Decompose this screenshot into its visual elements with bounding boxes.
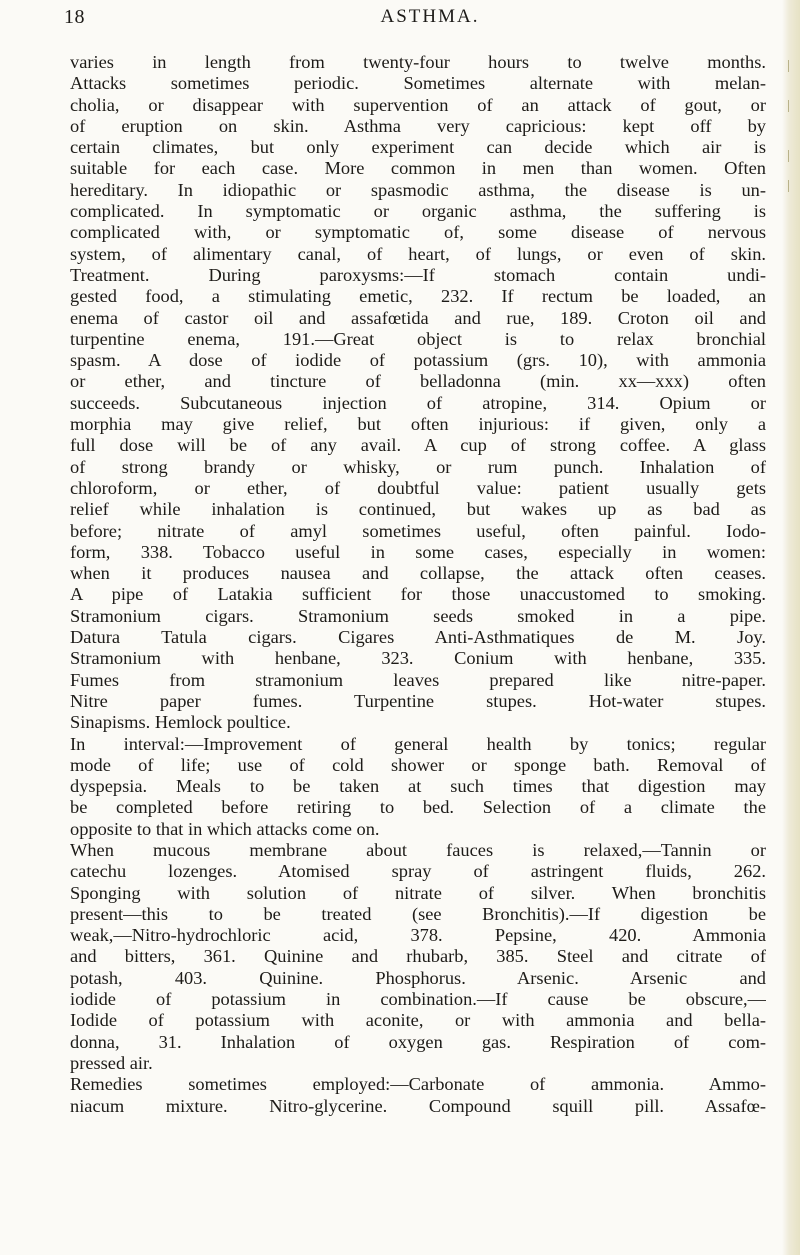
text-line: cholia, or disappear with supervention of an attack of gout, or (70, 94, 766, 115)
text-line: before; nitrate of amyl sometimes useful, often painful. Iodo- (70, 520, 766, 541)
edge-mark (788, 180, 796, 192)
text-line: chloroform, or ether, of doubtful value: patient usually gets (70, 477, 766, 498)
text-line: When mucous membrane about fauces is relaxed,—Tannin or (70, 839, 766, 860)
text-line: of strong brandy or whisky, or rum punch. Inhalation of (70, 456, 766, 477)
page-edge (782, 0, 800, 1255)
page-number: 18 (64, 6, 85, 28)
edge-mark (788, 60, 796, 72)
text-line: system, of alimentary canal, of heart, of lungs, or even of skin. (70, 243, 766, 264)
text-line: Sinapisms. Hemlock poultice. (70, 712, 291, 733)
text-line: full dose will be of any avail. A cup of strong coffee. A glass (70, 435, 766, 456)
text-line: iodide of potassium in combination.—If cause be obscure,— (70, 989, 766, 1010)
text-line: Sponging with solution of nitrate of silver. When bronchitis (70, 882, 766, 903)
text-line: In interval:—Improvement of general health by tonics; regular (70, 733, 766, 754)
text-line: Iodide of potassium with aconite, or with ammonia and bella- (70, 1010, 766, 1031)
text-line: dyspepsia. Meals to be taken at such times that digestion may (70, 776, 766, 797)
text-line: complicated with, or symptomatic of, some disease of nervous (70, 222, 766, 243)
text-line: relief while inhalation is continued, but wakes up as bad as (70, 499, 766, 520)
text-line: Nitre paper fumes. Turpentine stupes. Hot-water stupes. (70, 690, 766, 711)
text-line: Datura Tatula cigars. Cigares Anti-Asthmatiques de M. Joy. (70, 627, 766, 648)
text-line: when it produces nausea and collapse, the attack often ceases. (70, 563, 766, 584)
text-line: morphia may give relief, but often injurious: if given, only a (70, 414, 766, 435)
body-text (70, 52, 766, 1117)
text-line: form, 338. Tobacco useful in some cases, especially in women: (70, 541, 766, 562)
text-line: Attacks sometimes periodic. Sometimes alternate with melan- (70, 73, 766, 94)
text-line: spasm. A dose of iodide of potassium (grs. 10), with ammonia (70, 350, 766, 371)
text-line: pressed air. (70, 1052, 153, 1073)
text-line: mode of life; use of cold shower or sponge bath. Removal of (70, 754, 766, 775)
text-line: Stramonium with henbane, 323. Conium with henbane, 335. (70, 648, 766, 669)
text-line: present—this to be treated (see Bronchitis).—If digestion be (70, 903, 766, 924)
text-line: niacum mixture. Nitro-glycerine. Compound squill pill. Assafœ- (70, 1095, 766, 1116)
text-line: turpentine enema, 191.—Great object is to relax bronchial (70, 328, 766, 349)
text-line: weak,—Nitro-hydrochloric acid, 378. Pepsine, 420. Ammonia (70, 925, 766, 946)
text-line: and bitters, 361. Quinine and rhubarb, 385. Steel and citrate of (70, 946, 766, 967)
running-head: ASTHMA. (380, 6, 480, 27)
text-line: enema of castor oil and assafœtida and rue, 189. Croton oil and (70, 307, 766, 328)
text-line: complicated. In symptomatic or organic asthma, the suffering is (70, 201, 766, 222)
text-line: succeeds. Subcutaneous injection of atropine, 314. Opium or (70, 392, 766, 413)
text-line: Remedies sometimes employed:—Carbonate of ammonia. Ammo- (70, 1074, 766, 1095)
text-line: gested food, a stimulating emetic, 232. If rectum be loaded, an (70, 286, 766, 307)
text-line: opposite to that in which attacks come on. (70, 818, 380, 839)
text-line: certain climates, but only experiment can decide which air is (70, 137, 766, 158)
text-line: catechu lozenges. Atomised spray of astringent fluids, 262. (70, 861, 766, 882)
text-line: be completed before retiring to bed. Selection of a climate the (70, 797, 766, 818)
text-line: Fumes from stramonium leaves prepared like nitre-paper. (70, 669, 766, 690)
text-line: hereditary. In idiopathic or spasmodic asthma, the disease is un- (70, 179, 766, 200)
edge-mark (788, 100, 796, 112)
text-line: donna, 31. Inhalation of oxygen gas. Respiration of com- (70, 1031, 766, 1052)
edge-mark (788, 150, 796, 162)
text-line: potash, 403. Quinine. Phosphorus. Arsenic. Arsenic and (70, 967, 766, 988)
text-line: or ether, and tincture of belladonna (min. xx—xxx) often (70, 371, 766, 392)
text-line: Treatment. During paroxysms:—If stomach contain undi- (70, 264, 766, 285)
text-line: A pipe of Latakia sufficient for those unaccustomed to smoking. (70, 584, 766, 605)
text-line: varies in length from twenty-four hours to twelve months. (70, 52, 766, 72)
text-line: Stramonium cigars. Stramonium seeds smoked in a pipe. (70, 605, 766, 626)
text-line: of eruption on skin. Asthma very capricious: kept off by (70, 115, 766, 136)
text-line: suitable for each case. More common in men than women. Often (70, 158, 766, 179)
